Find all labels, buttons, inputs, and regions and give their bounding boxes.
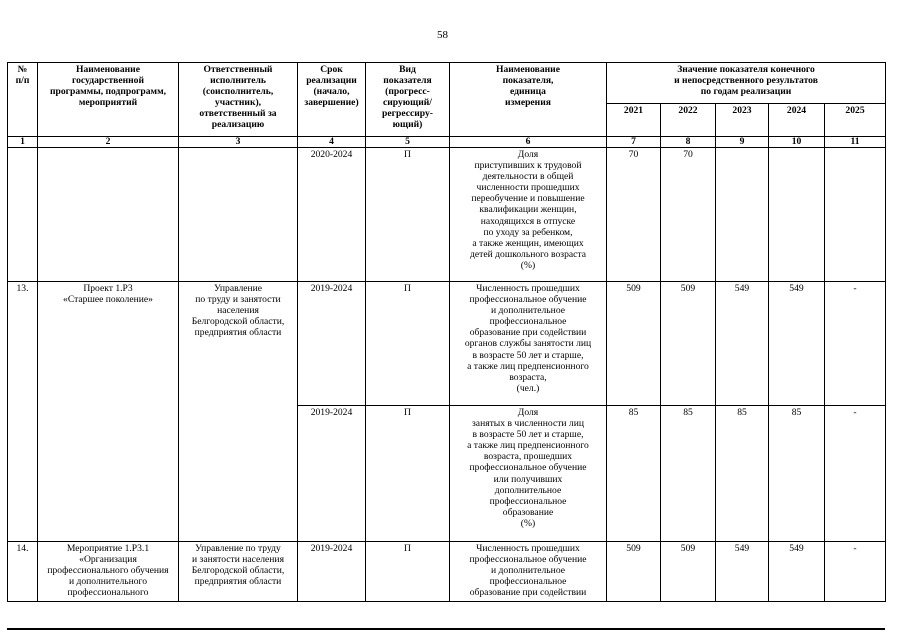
row-period: 2019-2024 xyxy=(298,406,366,542)
header-row xyxy=(8,63,886,104)
header-year: 2024 xyxy=(769,104,825,137)
row-value: 509 xyxy=(661,542,716,602)
row-indicator-name: Численность прошедших профессиональное обучение и дополнительное профессиональное образование при содействии органов службы занятости лиц в возрасте 50 лет и старше, а также лиц предпенсионного возраста, (чел.) xyxy=(450,282,607,406)
row-program-name: Мероприятие 1.Р3.1 «Организация профессионального обучения и дополнительного профессионального xyxy=(38,542,179,602)
header-year: 2021 xyxy=(607,104,661,137)
column-number: 9 xyxy=(716,137,769,148)
row-value: 70 xyxy=(607,148,661,282)
row-executor xyxy=(179,148,298,282)
row-value: - xyxy=(825,406,886,542)
row-value: 509 xyxy=(661,282,716,406)
row-indicator-type: П xyxy=(366,282,450,406)
row-value: 85 xyxy=(716,406,769,542)
row-value: 509 xyxy=(607,282,661,406)
row-value: 549 xyxy=(769,282,825,406)
row-program-name: Проект 1.Р3 «Старшее поколение» xyxy=(38,282,179,542)
row-indicator-type: П xyxy=(366,406,450,542)
row-value: 70 xyxy=(661,148,716,282)
header-indicator-type: Вид показателя (прогресс- сирующий/ регрессиру- ющий) xyxy=(366,63,450,137)
row-value xyxy=(769,148,825,282)
row-number: 13. xyxy=(8,282,38,542)
page-bottom-divider xyxy=(7,628,885,630)
column-number: 8 xyxy=(661,137,716,148)
header-year: 2025 xyxy=(825,104,886,137)
table-row xyxy=(8,542,886,602)
page-number: 58 xyxy=(437,29,448,41)
header-indicator-name: Наименование показателя, единица измерения xyxy=(450,63,607,137)
indicators-table xyxy=(7,62,886,602)
row-indicator-name: Численность прошедших профессиональное обучение и дополнительное профессиональное образование при содействии xyxy=(450,542,607,602)
row-value: - xyxy=(825,542,886,602)
row-value xyxy=(716,148,769,282)
column-number: 7 xyxy=(607,137,661,148)
row-program-name xyxy=(38,148,179,282)
table-row xyxy=(8,148,886,282)
row-value: - xyxy=(825,282,886,406)
header-year: 2022 xyxy=(661,104,716,137)
row-indicator-name: Доля занятых в численности лиц в возрасте 50 лет и старше, а также лиц предпенсионного возраста, прошедших профессиональное обучение или получивших дополнительное профессиональное образование (%) xyxy=(450,406,607,542)
header-year: 2023 xyxy=(716,104,769,137)
row-value xyxy=(825,148,886,282)
column-number: 4 xyxy=(298,137,366,148)
column-number: 6 xyxy=(450,137,607,148)
row-value: 549 xyxy=(769,542,825,602)
row-value: 549 xyxy=(716,542,769,602)
column-number: 1 xyxy=(8,137,38,148)
row-indicator-type: П xyxy=(366,542,450,602)
header-executor: Ответственный исполнитель (соисполнитель, участник), ответственный за реализацию xyxy=(179,63,298,137)
row-executor: Управление по труду и занятости населения Белгородской области, предприятия области xyxy=(179,282,298,542)
row-value: 549 xyxy=(716,282,769,406)
row-number xyxy=(8,148,38,282)
column-number: 3 xyxy=(179,137,298,148)
row-indicator-name: Доля приступивших к трудовой деятельности в общей численности прошедших переобучение и повышение квалификации женщин, находящихся в отпуске по уходу за ребенком, а также женщин, имеющих детей дошкольного возраста (%) xyxy=(450,148,607,282)
row-period: 2019-2024 xyxy=(298,282,366,406)
column-numbers-row xyxy=(8,137,886,148)
column-number: 2 xyxy=(38,137,179,148)
row-value: 85 xyxy=(607,406,661,542)
row-indicator-type: П xyxy=(366,148,450,282)
row-value: 85 xyxy=(769,406,825,542)
row-value: 85 xyxy=(661,406,716,542)
header-period: Срок реализации (начало, завершение) xyxy=(298,63,366,137)
header-values-group: Значение показателя конечного и непосредственного результатов по годам реализации xyxy=(607,63,886,104)
row-number: 14. xyxy=(8,542,38,602)
table-row xyxy=(8,282,886,406)
row-value: 509 xyxy=(607,542,661,602)
row-executor: Управление по труду и занятости населения Белгородской области, предприятия области xyxy=(179,542,298,602)
column-number: 5 xyxy=(366,137,450,148)
header-program-name: Наименование государственной программы, подпрограмм, мероприятий xyxy=(38,63,179,137)
row-period: 2020-2024 xyxy=(298,148,366,282)
row-period: 2019-2024 xyxy=(298,542,366,602)
column-number: 10 xyxy=(769,137,825,148)
column-number: 11 xyxy=(825,137,886,148)
header-number: № п/п xyxy=(8,63,38,137)
